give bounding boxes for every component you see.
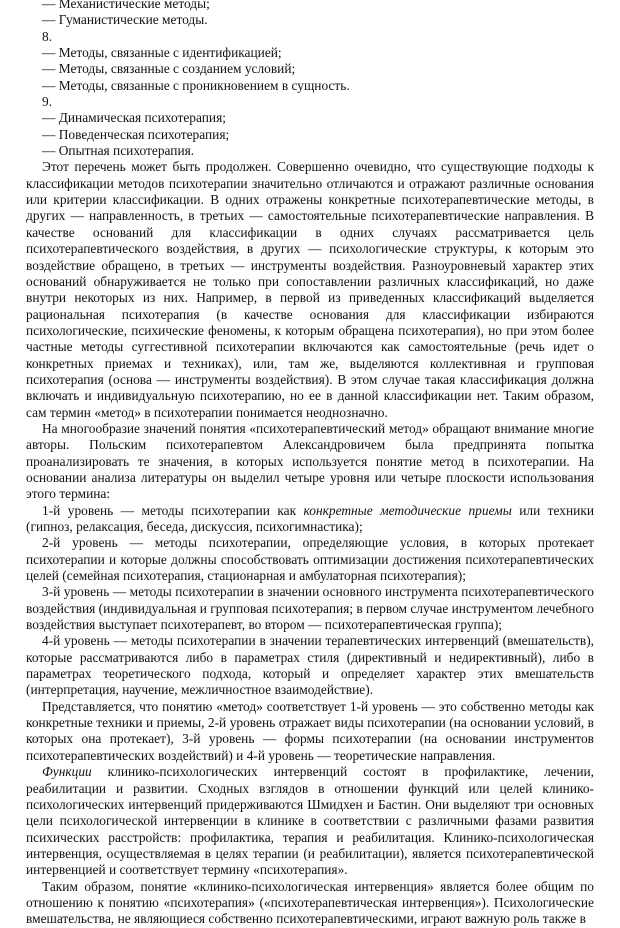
level-1-end: техники (гипноз, релаксация, беседа, дискуссия, психогимнастика);	[26, 502, 594, 534]
method-list-top	[26, 0, 594, 29]
list-item: — Динамическая психотерапия;	[42, 110, 226, 126]
paragraph-method-levels-summary: Представляется, что понятию «метод» соответствует 1-й уровень — это собственно методы как конкретные техники и приемы, 2-й уровень отражает виды психотерапии (на основании условий, в которых она протекает), 3-й уровень — формы психотерапии (на основании инструментов психотерапевтических воздействий) и 4-й уровень — теоретические направления.	[26, 698, 594, 763]
list-item: — Гуманистические методы.	[42, 12, 208, 28]
group-number: 8.	[42, 28, 53, 44]
list-item: — Поведенческая психотерапия;	[42, 126, 230, 142]
list-item: — Механистические методы;	[42, 0, 210, 11]
level-1-start: 1-й уровень — методы психотерапии как	[42, 502, 304, 518]
level-1-mid: или	[511, 502, 548, 518]
functions-emphasis: Функции	[42, 764, 92, 780]
list-item: — Методы, связанные с идентификацией;	[42, 45, 282, 61]
group-9	[26, 94, 594, 159]
paragraph-level-3: 3-й уровень — методы психотерапии в значении основного инструмента психотерапевтического воздействия (индивидуальная и групповая психотерапия; в первом случае инструментом лечебного воздействия выступает психотерапевт, во втором — психотерапевтическая группа);	[26, 584, 594, 633]
list-item: — Методы, связанные с проникновением в сущность.	[42, 77, 350, 93]
list-item: — Методы, связанные с созданием условий;	[42, 61, 296, 77]
paragraph-method-meanings: На многообразие значений понятия «психотерапевтический метод» обращают внимание многие авторы. Польским психотерапевтом Александровичем была предпринята попытка проанализировать те значения, в которых используется понятие метод в психотерапии. На основании анализа литературы он выделил четыре уровня или четыре плоскости использования этого термина:	[26, 420, 594, 502]
paragraph-level-1	[26, 503, 594, 536]
level-1-emphasis: конкретные методические приемы	[303, 502, 512, 518]
functions-rest: клинико-психологических интервенций состоят в профилактике, лечении, реабилитации и развитии. Сходных взглядов в отношении функций или целей клинико-психологических интервенций придерживаются Шмидхен и Бастин. Они выделяют три основных цели психологической интервенции в клинике в соответствии с различными фазами развития психических расстройств: профилактика, терапия и реабилитация. Клинико-психологическая интервенция, осуществляемая в целях терапии (и реабилитации), является психотерапевтической интервенцией и соответствует термину «психотерапия».	[26, 764, 594, 878]
paragraph-level-2: 2-й уровень — методы психотерапии, определяющие условия, в которых протекает психотерапии и которые должны способствовать оптимизации достижения психотерапевтических целей (семейная психотерапия, стационарная и амбулаторная психотерапия);	[26, 535, 594, 584]
group-8	[26, 29, 594, 94]
paragraph-level-4: 4-й уровень — методы психотерапии в значении терапевтических интервенций (вмешательств), которые рассматриваются либо в параметрах стиля (директивный и недирективный), либо в параметрах теоретического подхода, который и определяет характер этих вмешательств (интерпретация, научение, межличностное взаимодействие).	[26, 633, 594, 698]
paragraph-classification: Этот перечень может быть продолжен. Совершенно очевидно, что существующие подходы к классификации методов психотерапии значительно отличаются и отражают различные основания или критерии классификации. В одних отражены конкретные психотерапевтические методы, в других — направленность, в третьих — самостоятельные психотерапевтические направления. В качестве оснований для классификации в одних случаях рассматривается цель психотерапевтического воздействия, в других — психологические структуры, к которым это воздействие обращено, в третьих — инструменты воздействия. Разноуровневый характер этих оснований обнаруживается не только при сопоставлении различных классификаций, но даже внутри некоторых из них. Например, в первой из приведенных классификаций выделяется рациональная психотерапия (в качестве основания для классификации избираются психологические, психические феномены, к которым обращена психотерапия), но при этом более частные методы суггестивной психотерапии включаются как самостоятельные (речь идет о конкретных приемах и техниках), или, там же, выделяются коллективная и групповая психотерапия (основа — инструменты воздействия). В этом случае такая классификация должна включать и индивидуальную психотерапию, но ее в данной классификации нет. Таким образом, сам термин «метод» в психотерапии понимается неоднозначно.	[26, 159, 594, 420]
list-item: — Опытная психотерапия.	[42, 143, 195, 159]
paragraph-functions	[26, 764, 594, 878]
paragraph-conclusion: Таким образом, понятие «клинико-психологическая интервенция» является более общим по отношению к понятию «психотерапия» («психотерапевтическая интервенция»). Психологические вмешательства, не являющиеся собственно психотерапевтическими, играют важную роль также в	[26, 878, 594, 927]
group-number: 9.	[42, 94, 53, 110]
